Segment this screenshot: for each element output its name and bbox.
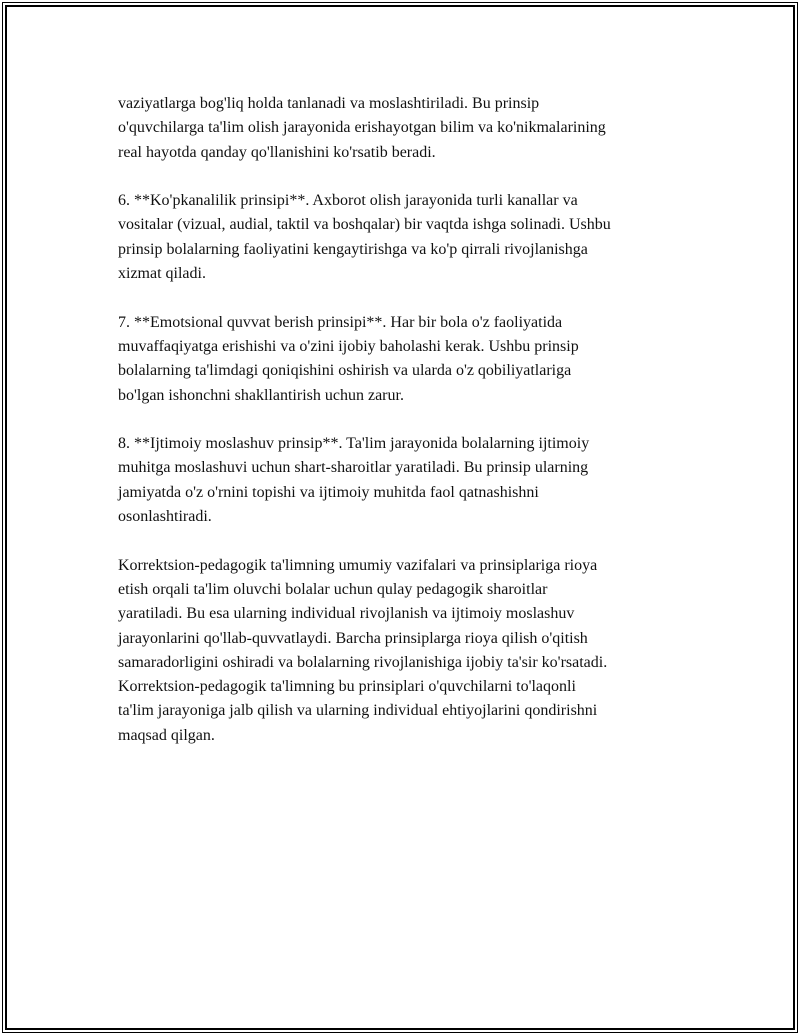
text-line: maqsad qilgan. bbox=[118, 726, 215, 744]
text-line: yaratiladi. Bu esa ularning individual rivojlanish va ijtimoiy moslashuv bbox=[118, 605, 575, 623]
text-line: osonlashtiradi. bbox=[118, 508, 212, 526]
paragraph-principle-7 bbox=[118, 311, 698, 408]
text-line: Korrektsion-pedagogik ta'limning bu prinsiplari o'quvchilarni to'laqonli bbox=[118, 678, 576, 696]
text-line: jamiyatda o'z o'rnini topishi va ijtimoiy muhitda faol qatnashishni bbox=[118, 483, 539, 501]
text-line: real hayotda qanday qo'llanishini ko'rsatib beradi. bbox=[118, 143, 436, 161]
text-line: muhitga moslashuvi uchun shart-sharoitlar yaratiladi. Bu prinsip ularning bbox=[118, 459, 589, 477]
paragraph-continuation bbox=[118, 92, 698, 165]
text-line: vositalar (vizual, audial, taktil va boshqalar) bir vaqtda ishga solinadi. Ushbu bbox=[118, 216, 611, 234]
text-line: bolalarning ta'limdagi qoniqishini oshirish va ularda o'z qobiliyatlariga bbox=[118, 362, 572, 380]
paragraph-principle-6 bbox=[118, 189, 698, 286]
text-line: 7. **Emotsional quvvat berish prinsipi**. Har bir bola o'z faoliyatida bbox=[118, 313, 563, 331]
text-line: muvaffaqiyatga erishishi va o'zini ijobiy baholashi kerak. Ushbu prinsip bbox=[118, 337, 579, 355]
text-line: o'quvchilarga ta'lim olish jarayonida erishayotgan bilim va ko'nikmalarining bbox=[118, 119, 606, 137]
text-line: vaziyatlarga bog'liq holda tanlanadi va moslashtiriladi. Bu prinsip bbox=[118, 95, 540, 112]
text-line: 6. **Ko'pkanalilik prinsipi**. Axborot olish jarayonida turli kanallar va bbox=[118, 192, 578, 210]
text-line: 8. **Ijtimoiy moslashuv prinsip**. Ta'lim jarayonida bolalarning ijtimoiy bbox=[118, 435, 590, 453]
text-line: bo'lgan ishonchni shakllantirish uchun zarur. bbox=[118, 386, 404, 404]
text-line: jarayonlarini qo'llab-quvvatlaydi. Barcha prinsiplarga rioya qilish o'qitish bbox=[118, 629, 588, 647]
text-line: xizmat qiladi. bbox=[118, 265, 206, 283]
text-line: Korrektsion-pedagogik ta'limning umumiy vazifalari va prinsiplariga rioya bbox=[118, 556, 598, 574]
text-line: prinsip bolalarning faoliyatini kengaytirishga va ko'p qirrali rivojlanishga bbox=[118, 240, 588, 258]
text-line: samaradorligini oshiradi va bolalarning rivojlanishiga ijobiy ta'sir ko'rsatadi. bbox=[118, 653, 608, 671]
paragraph-principle-8 bbox=[118, 432, 698, 529]
document-body bbox=[118, 92, 698, 772]
text-line: etish orqali ta'lim oluvchi bolalar uchun qulay pedagogik sharoitlar bbox=[118, 580, 548, 598]
paragraph-conclusion bbox=[118, 554, 698, 748]
text-line: ta'lim jarayoniga jalb qilish va ularning individual ehtiyojlarini qondirishni bbox=[118, 702, 598, 720]
